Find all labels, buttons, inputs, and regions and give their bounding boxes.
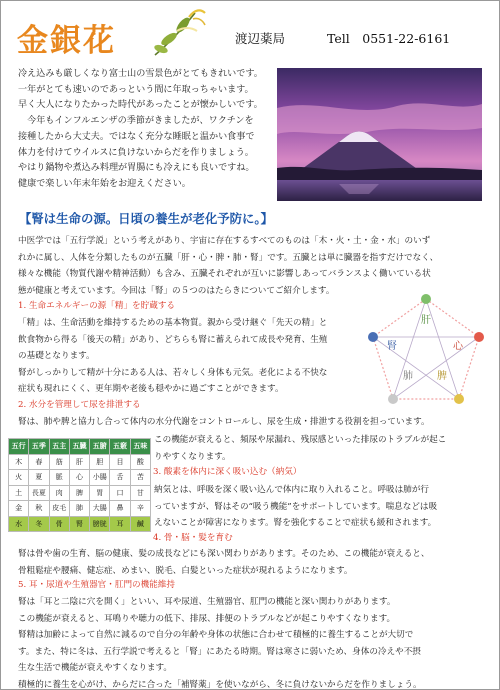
table-cell: 口 [110,485,130,501]
table-header-cell: 五腑 [90,439,110,455]
table-cell: 骨 [49,516,69,532]
table-cell: 甘 [130,485,150,501]
intro-line: 体力を付けてウイルスに負けないからだを作りましょう。 [18,147,254,158]
breathing-paragraph [154,482,437,532]
table-cell: 肝 [69,454,89,470]
intro-line: 冷え込みも厳しくなり富士山の雪景色がとてもきれいです。 [18,69,263,79]
intro-line: 一年がとても速いのであっという間に年取っちゃいます。 [18,84,254,95]
organ-liver: 肝 [421,315,431,326]
table-cell: 膀胱 [90,516,110,532]
intro-paragraph [18,233,438,299]
table-header-cell: 五臓 [69,439,89,455]
section-title: 【腎は生命の源。日頃の養生が老化予防に。】 [19,211,274,226]
table-cell: 腎 [69,516,89,532]
text-line: えないことが障害になります。腎を強化することで症状も緩和されます。 [154,518,437,529]
text-line: 「精」は、生命活動を維持するための基本物質。親から受け継ぐ「先天の精」と [18,318,328,328]
closing-line: 積極的に養生を心がけ、からだに合った「補腎薬」を使いながら、冬に負けないからだを作りましょう。 [18,680,422,690]
table-cell: 苦 [130,470,150,486]
table-cell: 酸 [130,454,150,470]
table-cell: 小腸 [90,470,110,486]
text-line: 納気とは、呼吸を深く吸い込んで体内に取り入れること。呼吸は肺が行 [154,485,430,495]
text-line: 生な生活で機能が衰えやすくなります。 [18,663,173,674]
table-cell: 胃 [90,485,110,501]
organ-spleen: 脾 [437,371,447,382]
table-header-cell: 五竅 [110,439,130,455]
table-cell: 鹹 [130,516,150,532]
five-elements-table [8,438,151,532]
table-cell: 心 [69,470,89,486]
table-row [9,485,151,501]
table-cell: 肺 [69,501,89,517]
heading-4: 4. 骨・脳・髪を育む [153,533,233,543]
table-header-cell: 五行 [9,439,29,455]
table-cell: 水 [9,516,29,532]
pharmacy-name: 渡辺薬局 [235,31,286,46]
text-line: れかに属し、人体を分類したものが五臓「肝・心・脾・肺・腎」です。五臓とは単に臓器を指すだけでなく、 [18,252,439,263]
text-line: この機能が衰えると、頻尿や尿漏れ、残尿感といった排尿のトラブルが起こ [154,435,447,445]
text-line: 骨粗鬆症や腰痛、健忘症、めまい、脱毛、白髪といった症状が現れるようになります。 [18,565,353,576]
ear-paragraph [18,594,421,677]
table-cell: 筋 [49,454,69,470]
table-row [9,470,151,486]
table-header-row [9,439,151,455]
table-header-cell: 五主 [49,439,69,455]
table-cell: 夏 [29,470,49,486]
text-line: 腎精は加齢によって自然に減るので自分の年齢や身体の状態に合わせて積極的に養生することが大切で [18,630,414,641]
table-cell: 脾 [69,485,89,501]
honeysuckle-illustration [149,5,209,61]
heading-2: 2. 水分を管理して尿を排泄する [18,400,141,410]
table-cell: 長夏 [29,485,49,501]
header [1,1,500,63]
table-cell: 肉 [49,485,69,501]
text-line: 症状も現れにくく、更年期や老後も穏やかに過ごすことができます。 [18,384,284,395]
table-cell: 冬 [29,516,49,532]
intro-line: 今年もインフルエンザの季節がきましたが、ワクチンを [18,116,254,127]
intro-text [18,67,276,193]
table-cell: 脈 [49,470,69,486]
mount-fuji-photo [277,68,482,201]
text-line: りやすくなります。 [154,451,231,462]
text-line: 腎は骨や歯の生育、脳の健康、髪の成長などにも深い関わりがあります。そのため、この機能が衰えると、 [18,549,430,559]
table-cell: 春 [29,454,49,470]
table-cell: 辛 [130,501,150,517]
essence-paragraph [18,315,327,398]
telephone: Tell 0551-22-6161 [327,31,451,46]
table-cell: 目 [110,454,130,470]
text-line: 様々な機能（物質代謝や精神活動）も含み、五臓それぞれが互いに影響しあってバランスよく働いている状 [18,269,431,280]
text-line: 腎は「耳と二陰に穴を開く」といい、耳や尿道、生殖器官、肛門の機能と深い関わりがあります。 [18,597,396,607]
text-line: 態が健康と考えています。今回は「腎」の５つのはたらきについてご紹介します。 [18,285,335,296]
table-cell: 火 [9,470,29,486]
heading-5: 5. 耳・尿道や生殖器官・肛門の機能維持 [18,580,176,590]
text-line: 腎は、肺や脾と協力し合って体内の水分代謝をコントロールし、尿を生成・排泄する役割を担っています。 [18,417,430,427]
table-cell: 大腸 [90,501,110,517]
text-line: の基礎となります。 [18,351,95,362]
bone-paragraph [18,546,429,579]
table-cell: 胆 [90,454,110,470]
table-cell: 秋 [29,501,49,517]
text-line: 腎がしっかりして精が十分にある人は、若々しく身体も元気。老化による不快な [18,367,328,378]
table-cell: 皮毛 [49,501,69,517]
brand-title: 金銀花 [17,23,116,59]
table-row-water [9,516,151,532]
table-cell: 舌 [110,470,130,486]
intro-line: 接種したから大丈夫。ではなく充分な睡眠と温かい食事で [18,131,255,142]
text-line: す。また、特に冬は、五行学説で考えると「腎」にあたる時期。腎は寒さに弱いため、身体の冷えや不摂 [18,646,421,657]
text-line: 飲食物から得る「後天の精」があり、どちらも腎に蓄えられて成長や発育、生殖 [18,334,328,345]
table-cell: 木 [9,454,29,470]
heading-3: 3. 酸素を体内に深く吸い込む（納気） [153,467,302,477]
text-line: 中医学では「五行学説」という考えがあり、宇宙に存在するすべてのものは「木・火・土・金・水」のいず [18,236,431,246]
table-cell: 金 [9,501,29,517]
five-organ-pentagon-diagram [367,293,485,405]
intro-line: 健康で楽しい年末年始をお迎えください。 [18,178,191,189]
heading-1: 1. 生命エネルギーの源「精」を貯蔵する [18,301,176,311]
organ-heart: 心 [453,341,463,352]
organ-lung: 肺 [403,371,413,382]
table-cell: 耳 [110,516,130,532]
intro-line: 早く大人になりたかった時代があったことが懐かしいです。 [18,100,263,111]
text-line: っていますが、腎はその“吸う機能”をサポートしています。喘息などは吸 [154,501,438,512]
table-row [9,501,151,517]
table-cell: 土 [9,485,29,501]
table-header-cell: 五味 [130,439,150,455]
table-cell: 鼻 [110,501,130,517]
intro-line: やはり鍋物や煮込み料理が胃腸にも冷えにも良いですね。 [18,163,255,174]
urination-paragraph [154,432,446,465]
table-header-cell: 五季 [29,439,49,455]
table-row [9,454,151,470]
organ-kidney: 腎 [387,341,397,352]
text-line: この機能が衰えると、耳鳴りや聴力の低下、排尿、排便のトラブルなどが起こりやすくなります。 [18,613,396,624]
